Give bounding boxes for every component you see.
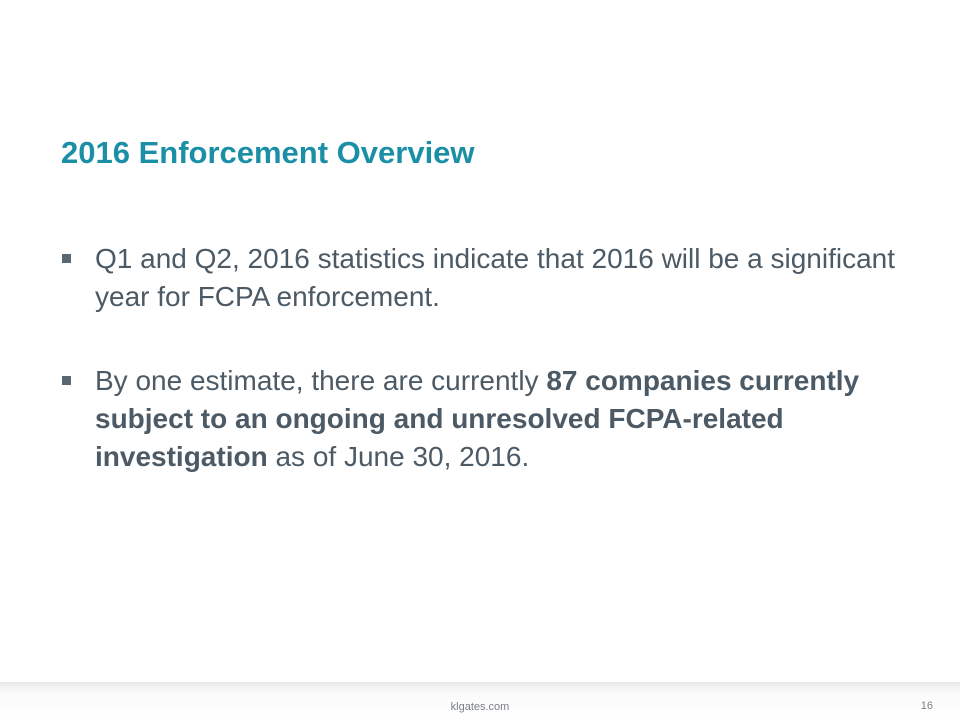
bullet-text: Q1 and Q2, 2016 statistics indicate that 2016 will be a significant year for FCPA enforcement.: [95, 243, 896, 312]
slide-title: 2016 Enforcement Overview: [61, 135, 475, 170]
bullet-text-emphasis: 87 companies currently subject to an ongoing and unresolved FCPA-related investigation: [95, 365, 860, 472]
bullet-text-before: By one estimate, there are currently: [95, 365, 547, 396]
bullet-item-estimate: [62, 362, 922, 476]
square-bullet-icon: [62, 376, 71, 385]
bullet-text-after: as of June 30, 2016.: [267, 441, 530, 472]
footer-website: klgates.com: [450, 701, 510, 713]
bullet-list: [62, 240, 922, 476]
bullet-item-statistics: [62, 240, 922, 316]
square-bullet-icon: [62, 254, 71, 263]
page-number: 16: [920, 700, 933, 712]
